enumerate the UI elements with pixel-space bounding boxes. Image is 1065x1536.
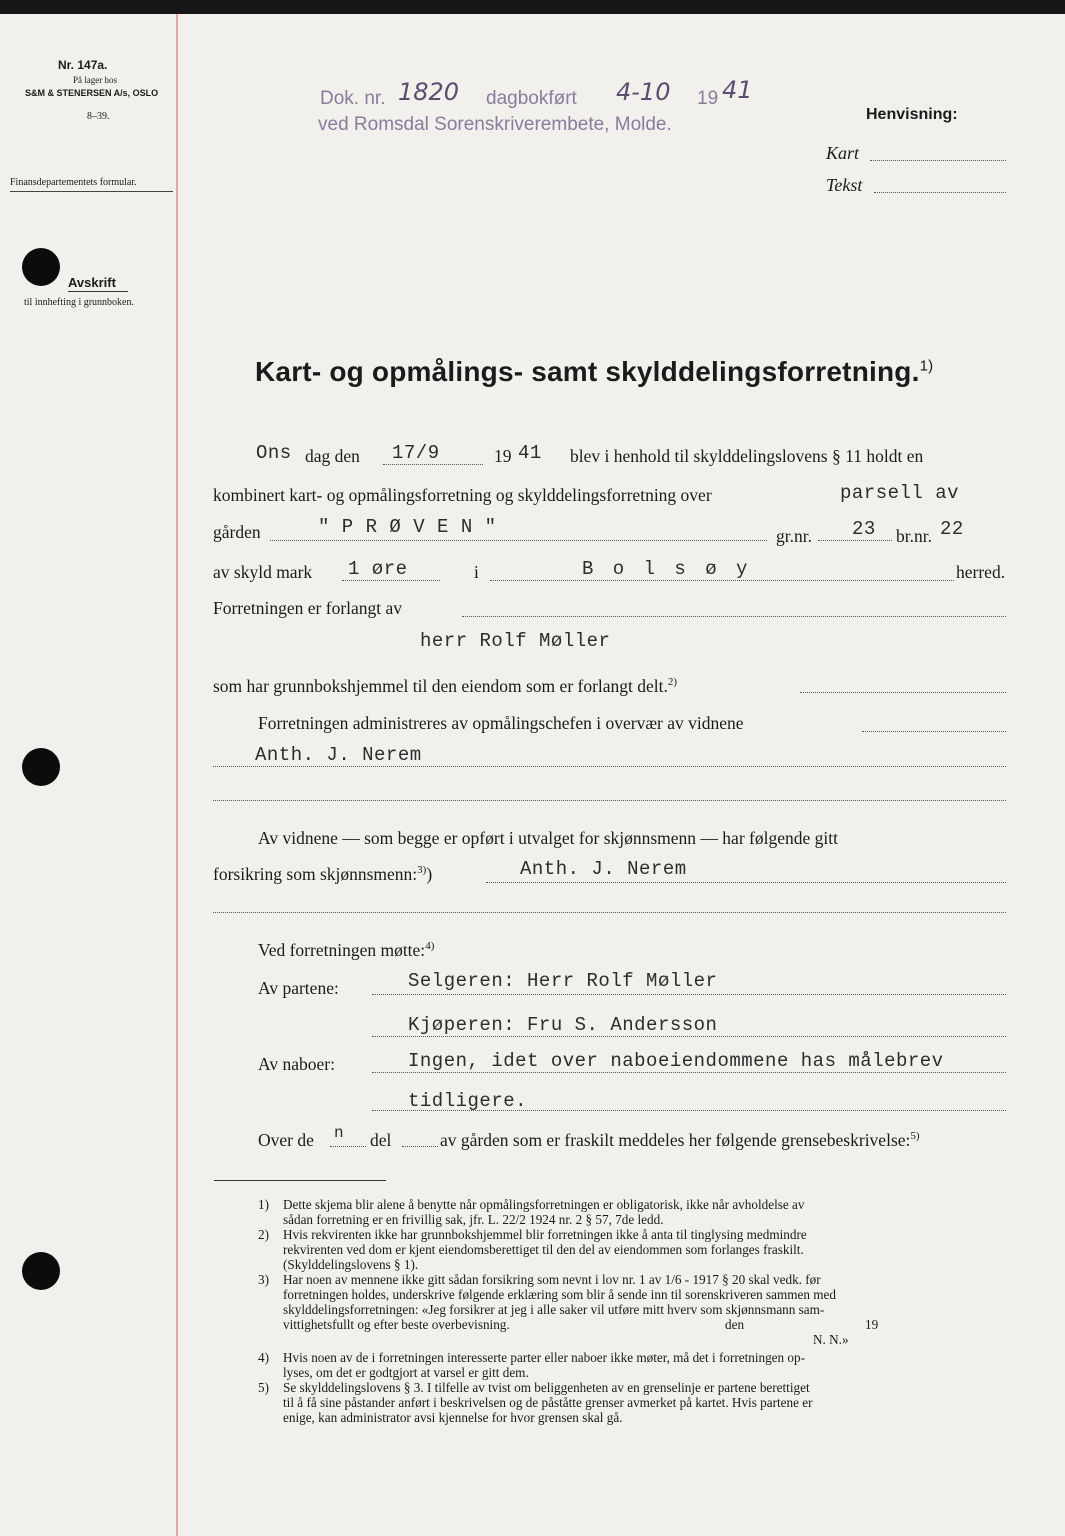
- reference-heading: Henvisning:: [866, 106, 958, 123]
- publisher-line2: S&M & STENERSEN A/s, OSLO: [25, 88, 159, 98]
- year-typed: 41: [518, 442, 542, 464]
- skyld-typed: 1 øre: [348, 558, 408, 580]
- stamp-doc-number: 1820: [398, 78, 460, 106]
- stamp-year: 41: [722, 76, 753, 104]
- grnr-label: gr.nr.: [776, 526, 812, 546]
- date-typed: 17/9: [392, 442, 440, 464]
- skyld-label: av skyld mark: [213, 562, 313, 582]
- brnr-typed: 22: [940, 518, 964, 540]
- reference-tekst-label: Tekst: [826, 175, 863, 195]
- publisher-line1: På lager hos: [73, 75, 117, 85]
- ministry-formular: Finansdepartementets formular.: [10, 177, 137, 188]
- footnote-2: Hvis rekvirenten ikke har grunnbokshjemmel blir forretningen ikke å anta til tinglysing medmindre rekvirenten ved dom er kjent eiendomsberettiget til den del av eiendommen som forlanges fraskilt. (Skylddelingslovens § 1).: [283, 1227, 807, 1272]
- form-number: Nr. 147a.: [58, 58, 108, 72]
- neighbors-field-1: [372, 1072, 1006, 1073]
- footnote-3-num: 3): [258, 1272, 269, 1287]
- witness-line-2: [213, 800, 1006, 801]
- ministry-rule: [10, 191, 173, 192]
- municipality-typed: B o l s ø y: [582, 558, 752, 580]
- boundary-del: del: [370, 1130, 392, 1150]
- copy-title: Avskrift: [68, 275, 116, 290]
- neighbors-line1-typed: Ingen, idet over naboeiendommene has målebrev: [408, 1050, 944, 1072]
- footnote-5-num: 5): [258, 1380, 269, 1395]
- reference-kart-field: [870, 160, 1006, 161]
- document-title: Kart- og opmålings- samt skylddelingsforretning.$^{1)}$: [255, 356, 934, 387]
- stamp-year-prefix: 19: [697, 88, 719, 109]
- assurance-line-2: [213, 912, 1006, 913]
- attendance-heading: Ved forretningen møtte:$^{4)}$: [258, 940, 435, 960]
- footnote-2-num: 2): [258, 1227, 269, 1242]
- buyer-typed: Kjøperen: Fru S. Andersson: [408, 1014, 718, 1036]
- farm-field: [270, 540, 767, 541]
- assurance-text1: Av vidnene — som begge er opført i utvalget for skjønnsmenn — har følgende gitt: [258, 828, 838, 848]
- reference-kart-label: Kart: [826, 143, 860, 163]
- neighbors-line2-typed: tidligere.: [408, 1090, 528, 1112]
- footnote-5: Se skylddelingslovens § 3. I tilfelle av tvist om beliggenheten av en grenselinje er partene berettiget til å få sine påstander anført i beskrivelsen og de påståtte grenser avmerket på kartet. Hvis partene er enige, kan administrator avsi kjennelse for hvor grensen skal gå.: [283, 1380, 813, 1425]
- seller-typed: Selgeren: Herr Rolf Møller: [408, 970, 718, 992]
- footnote-1: Dette skjema blir alene å benytte når opmålingsforretningen er obligatorisk, ikke når avholdelse av sådan forretning er en frivillig sak, jfr. L. 22/2 1924 nr. 2 § 57, 7de ledd.: [283, 1197, 805, 1227]
- neighbors-label: Av naboer:: [258, 1054, 335, 1074]
- boundary-fill: n: [334, 1124, 345, 1142]
- copy-subtitle: til innhefting i grunnboken.: [24, 297, 134, 308]
- footnote-rule: [214, 1180, 386, 1181]
- reference-tekst-field: [874, 192, 1006, 193]
- copy-title-rule: [68, 291, 128, 292]
- boundary-field-2: [402, 1146, 438, 1147]
- requester-typed: herr Rolf Møller: [420, 630, 611, 652]
- scan-top-edge: [0, 0, 1065, 14]
- grnr-field: [818, 540, 892, 541]
- herred-label: herred.: [956, 562, 1006, 582]
- witness-line-1: [213, 766, 1006, 767]
- parties-field-2: [372, 1036, 1006, 1037]
- boundary-prefix: Over de: [258, 1130, 314, 1150]
- hjemmel-field: [800, 692, 1006, 693]
- admin-field: [862, 731, 1006, 732]
- print-code: 8–39.: [87, 111, 110, 122]
- requested-label: Forretningen er forlangt av: [213, 598, 403, 618]
- municipality-field: [490, 580, 954, 581]
- weekday-typed: Ons: [256, 442, 292, 464]
- parties-field-1: [372, 994, 1006, 995]
- admin-text: Forretningen administreres av opmålingschefen i overvær av vidnene: [258, 713, 744, 733]
- parcel-typed: parsell av: [840, 482, 960, 504]
- grnr-typed: 23: [852, 518, 876, 540]
- farm-name-typed: " P R Ø V E N ": [318, 516, 497, 538]
- intro-text2: kombinert kart- og opmålingsforretning og skylddelingsforretning over: [213, 485, 712, 505]
- stamp-office: ved Romsdal Sorenskriverembete, Molde.: [318, 114, 672, 135]
- boundary-text: av gården som er fraskilt meddeles her følgende grensebeskrivelse:$^{5)}$: [440, 1130, 920, 1150]
- margin-line: [176, 14, 178, 1536]
- hjemmel-text: som har grunnbokshjemmel til den eiendom som er forlangt delt.$^{2)}$: [213, 676, 678, 696]
- punch-hole-3: [22, 1252, 60, 1290]
- footnote-4-num: 4): [258, 1350, 269, 1365]
- footnote-4: Hvis noen av de i forretningen interesserte parter eller naboer ikke møter, må det i forretningen op- lyses, om det er godtgjort at varsel er gitt dem.: [283, 1350, 806, 1380]
- skyld-field: [342, 580, 440, 581]
- i-label: i: [474, 562, 479, 582]
- dag-den-label: dag den: [305, 446, 360, 466]
- garden-label: gården: [213, 522, 261, 542]
- assurance-text2: forsikring som skjønnsmenn:$^{3)}$): [213, 864, 433, 884]
- boundary-field-1: [330, 1146, 366, 1147]
- neighbors-field-2: [372, 1110, 1006, 1111]
- punch-hole-1: [22, 248, 60, 286]
- parties-label: Av partene:: [258, 978, 339, 998]
- witness1-typed: Anth. J. Nerem: [255, 744, 422, 766]
- punch-hole-2: [22, 748, 60, 786]
- requested-field: [462, 616, 1006, 617]
- brnr-label: br.nr.: [896, 526, 932, 546]
- stamp-dagbokfort: dagbokført: [486, 88, 577, 109]
- assurance-name-typed: Anth. J. Nerem: [520, 858, 687, 880]
- footnote-3: Har noen av mennene ikke gitt sådan forsikring som nevnt i lov nr. 1 av 1/6 - 1917 § 20 skal vedk. før forretningen holdes, underskrive følgende erklæring som blir å sende inn til sorenskriveren sammen med skylddelingsforretningen: «Jeg forsikrer at jeg i alle saker vil utføre mitt hverv som skjønnsmann sam- vittighetsfullt og efter beste overbevisning. den 19 N. N.»: [283, 1272, 879, 1347]
- year-prefix: 19: [494, 446, 512, 466]
- footnote-1-num: 1): [258, 1197, 269, 1212]
- assurance-field: [486, 882, 1006, 883]
- date-field: [383, 464, 483, 465]
- stamp-date: 4-10: [616, 78, 671, 106]
- intro-text1: blev i henhold til skylddelingslovens § 11 holdt en: [570, 446, 924, 466]
- stamp-doc-label: Dok. nr.: [320, 88, 386, 109]
